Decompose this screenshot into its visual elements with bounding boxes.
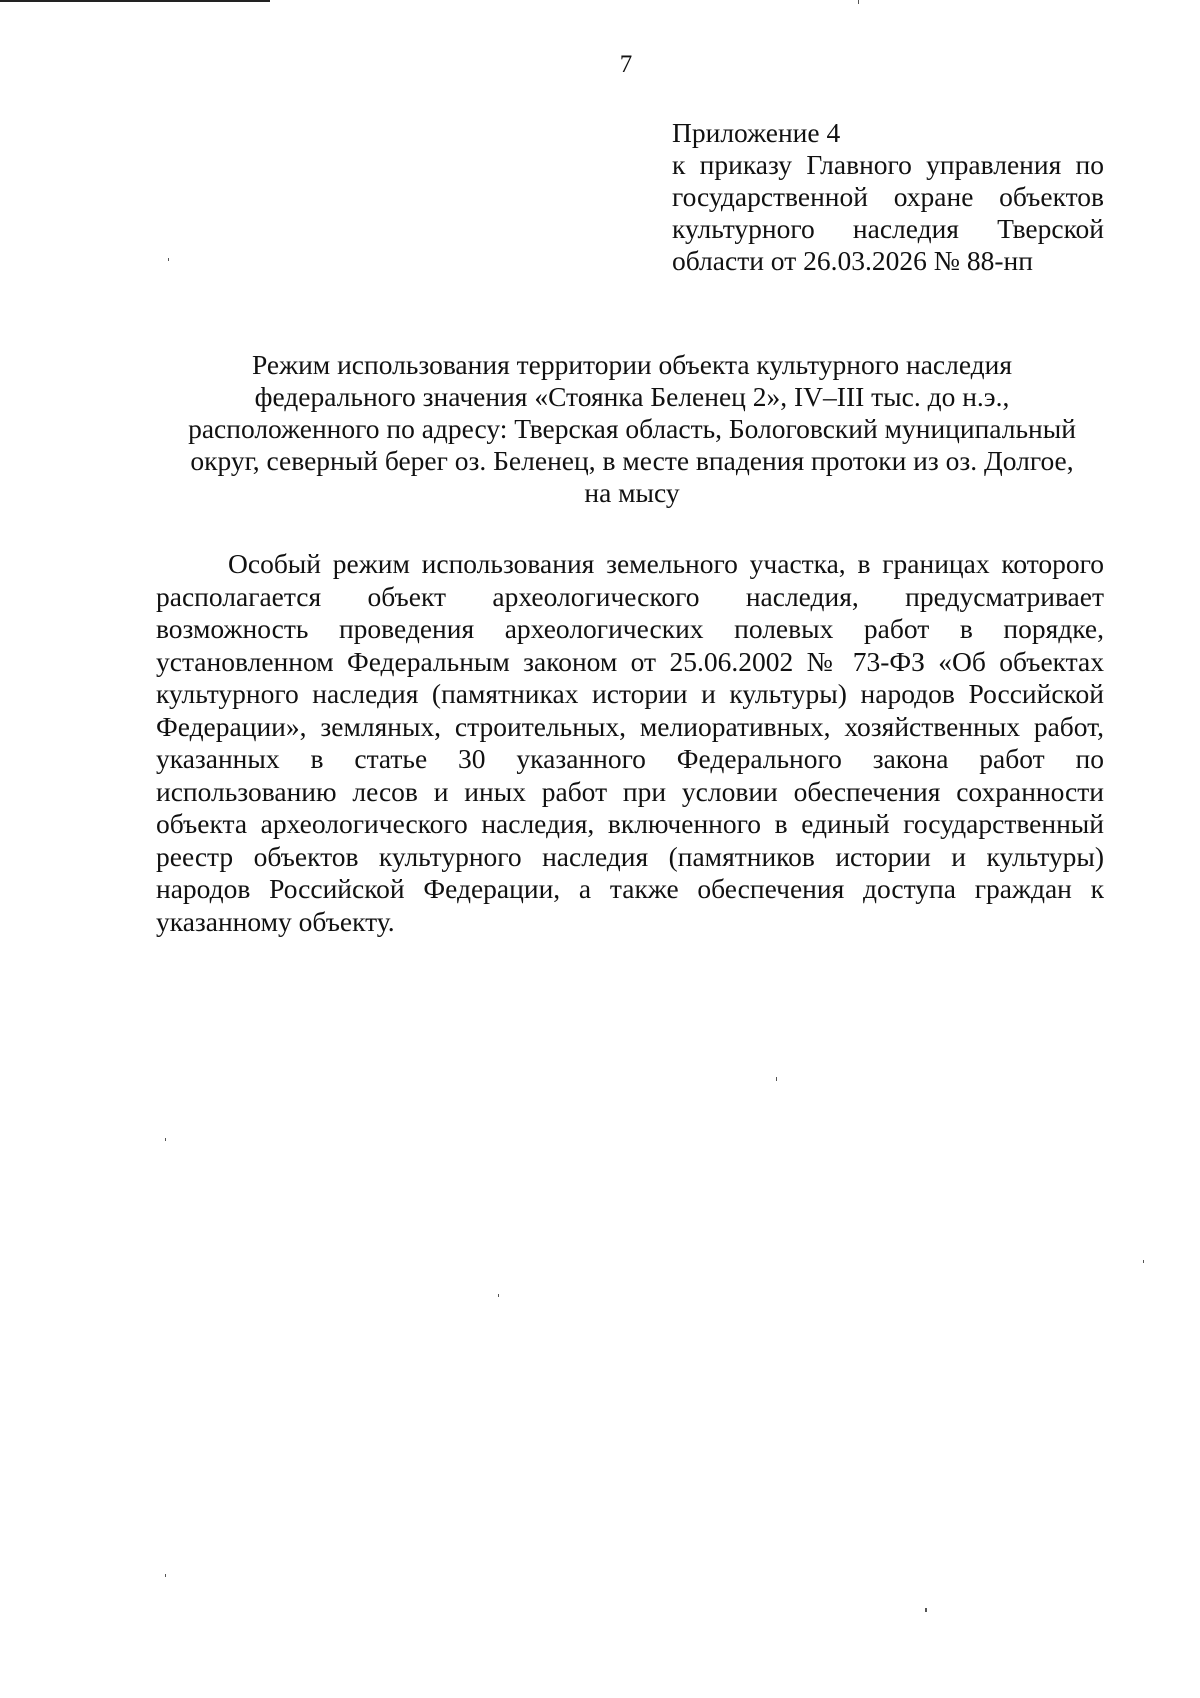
title-line: расположенного по адресу: Тверская область, Бологовский муниципальный xyxy=(188,413,1076,444)
paragraph-line: указанному объекту. xyxy=(156,905,395,937)
paragraph-line: Особый режим использования земельного участка, в границах которого xyxy=(228,548,1104,579)
scan-edge-line xyxy=(0,0,270,2)
document-title xyxy=(160,349,1104,509)
scan-speck xyxy=(165,1138,166,1141)
scan-speck xyxy=(168,258,169,261)
scan-speck xyxy=(776,1077,777,1081)
appendix-line: государственной охране объектов xyxy=(672,181,1104,212)
paragraph-line: указанных в статье 30 указанного Федерального закона работ по xyxy=(156,743,1104,774)
body-paragraph xyxy=(156,548,1104,938)
paragraph-line: Федерации», земляных, строительных, мелиоративных, хозяйственных работ, xyxy=(156,710,1104,742)
paragraph-line: культурного наследия (памятниках истории и культуры) народов Российской xyxy=(156,678,1104,709)
title-line: округ, северный берег оз. Беленец, в месте впадения протоки из оз. Долгое, xyxy=(190,445,1074,476)
appendix-title: Приложение 4 xyxy=(672,117,841,148)
scan-speck xyxy=(925,1608,927,1612)
scan-speck xyxy=(165,1574,166,1577)
scan-speck xyxy=(858,0,859,4)
appendix-header xyxy=(672,117,1104,277)
title-line: на мысу xyxy=(584,477,680,508)
page-number: 7 xyxy=(619,51,633,78)
paragraph-line: народов Российской Федерации, а также обеспечения доступа граждан к xyxy=(156,873,1104,904)
scan-speck xyxy=(1143,1260,1144,1263)
paragraph-line: использованию лесов и иных работ при условии обеспечения сохранности xyxy=(156,775,1104,807)
paragraph-line: возможность проведения археологических полевых работ в порядке, xyxy=(156,613,1104,644)
appendix-line: культурного наследия Тверской xyxy=(672,213,1104,244)
appendix-line: к приказу Главного управления по xyxy=(672,149,1104,180)
paragraph-line: установленном Федеральным законом от 25.06.2002 № 73-ФЗ «Об объектах xyxy=(156,645,1104,677)
appendix-line: области от 26.03.2026 № 88-нп xyxy=(672,245,1033,276)
title-line: федерального значения «Стоянка Беленец 2», IV–III тыс. до н.э., xyxy=(254,381,1010,412)
scan-speck xyxy=(498,1294,499,1297)
paragraph-line: объекта археологического наследия, включенного в единый государственный xyxy=(156,808,1104,839)
title-line: Режим использования территории объекта культурного наследия xyxy=(251,349,1013,380)
paragraph-line: располагается объект археологического наследия, предусматривает xyxy=(156,580,1104,612)
paragraph-line: реестр объектов культурного наследия (памятников истории и культуры) xyxy=(156,840,1104,872)
